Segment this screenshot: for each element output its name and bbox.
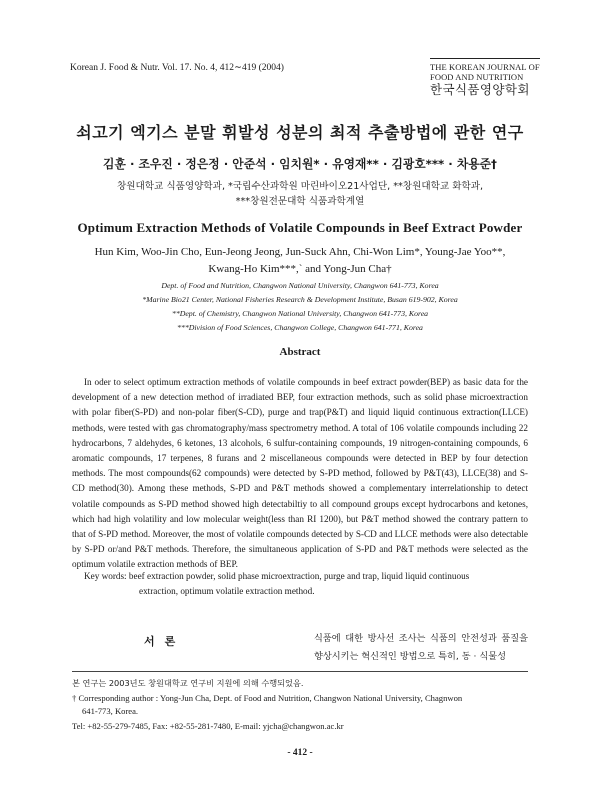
korean-title: 쇠고기 엑기스 분말 휘발성 성분의 최적 추출방법에 관한 연구	[76, 123, 524, 142]
footnote-contact: Tel: +82-55-279-7485, Fax: +82-55-281-7480, E-mail: yjcha@changwon.ac.kr	[72, 721, 344, 731]
affiliation-3: **Dept. of Chemistry, Changwon National University, Changwon 641-773, Korea	[171, 309, 429, 318]
footnote-divider	[72, 671, 528, 672]
footnote-corresponding-line1: † Corresponding author : Yong-Jun Cha, Dept. of Food and Nutrition, Changwon National University, Chagnwon	[72, 693, 463, 703]
keywords-line1: Key words: beef extraction powder, solid phase microextraction, purge and trap, liquid liquid continuous	[84, 571, 470, 581]
journal-citation: Korean J. Food & Nutr. Vol. 17. No. 4, 412∼419 (2004)	[70, 63, 284, 73]
abstract-body: In oder to select optimum extraction methods of volatile compounds in beef extract powder(BEP) as basic data for the development of a new detection method of irradiated BEP, four extraction methods, such as solid phase microextraction with polar fiber(S-PD) and non-polar fiber(S-CD), purge and trap(P&T) and liquid liquid continuous extraction(LLCE) methods, were tested with gas chromatography/mass spectrometry method. A total of 106 volatile compounds including 22 hydrocarbons, 7 aldehydes, 6 ketones, 13 alcohols, 6 sulfur-containing compounds, 19 nitrogen-containing compounds, 6 aromatic compounds, 17 terpenes, 8 furans and 2 miscellaneous compounds were detected in BEP by four detection methods. The most compounds(62 compounds) were detected by S-PD method, followed by P&T(43), LLCE(38) and S-CD method(30). Among these methods, S-PD and P&T methods showed a complementary interrelationship to detect volatile compounds as S-PD method showed high detectabiltiy to all compound groups except hydrocarbons and ketones, which had high volatility and low molecular weight(less than RI 1200), but P&T method showed the contrary pattern to that of S-PD method. Moreover, the most of volatile compounds detected by S-CD and LLCE methods were also detectable by S-PD or/and P&T methods. Therefore, the simultaneous application of S-PD and P&T methods were selected as the optimum volatile extraction methods of BEP.	[72, 377, 528, 570]
english-title: Optimum Extraction Methods of Volatile Compounds in Beef Extract Powder	[77, 220, 523, 235]
section-title-introduction: 서론	[144, 635, 186, 648]
english-authors-line2: Kwang-Ho Kim***,` and Yong-Jun Cha†	[208, 263, 392, 275]
korean-affiliation-line1: 창원대학교 식품영양학과, *국립수산과학원 마린바이오21사업단, **창원대학교 화학과,	[116, 181, 484, 192]
keywords-line2: extraction, optimum volatile extraction method.	[139, 586, 315, 597]
korean-authors: 김훈 · 조우진 · 정은정 · 안준석 · 임치원* · 유영재** · 김광호*** · 차용준†	[103, 157, 497, 171]
journal-name-en-line2: FOOD AND NUTRITION	[430, 72, 524, 82]
affiliation-2: *Marine Bio21 Center, National Fisheries Research & Development Institute, Busan 619-902, Korea	[142, 295, 458, 304]
korean-affiliation-line2: ***창원전문대학 식품과학계열	[235, 196, 365, 207]
journal-name-ko: 한국식품영양학회	[430, 82, 530, 97]
footnote-funding: 본 연구는 2003년도 창원대학교 연구비 지원에 의해 수행되었음.	[72, 678, 304, 688]
introduction-text: 식품에 대한 방사선 조사는 식품의 안전성과 품질을 향상시키는 혁신적인 방법으로 특히, 동 · 식물성	[314, 633, 528, 662]
english-authors-line1: Hun Kim, Woo-Jin Cho, Eun-Jeong Jeong, Jun-Suck Ahn, Chi-Won Lim*, Young-Jae Yoo**,	[94, 246, 506, 258]
footnote-corresponding-line2: 641-773, Korea.	[82, 706, 139, 716]
affiliation-1: Dept. of Food and Nutrition, Changwon National University, Changwon 641-773, Korea	[161, 281, 439, 290]
journal-name-en-line1: THE KOREAN JOURNAL OF	[430, 62, 540, 72]
abstract-heading: Abstract	[279, 346, 321, 358]
affiliation-4: ***Division of Food Sciences, Changwon College, Changwon 641-771, Korea	[177, 323, 423, 332]
keywords	[84, 569, 528, 599]
page-number: - 412 -	[287, 748, 313, 758]
journal-masthead	[430, 58, 540, 98]
